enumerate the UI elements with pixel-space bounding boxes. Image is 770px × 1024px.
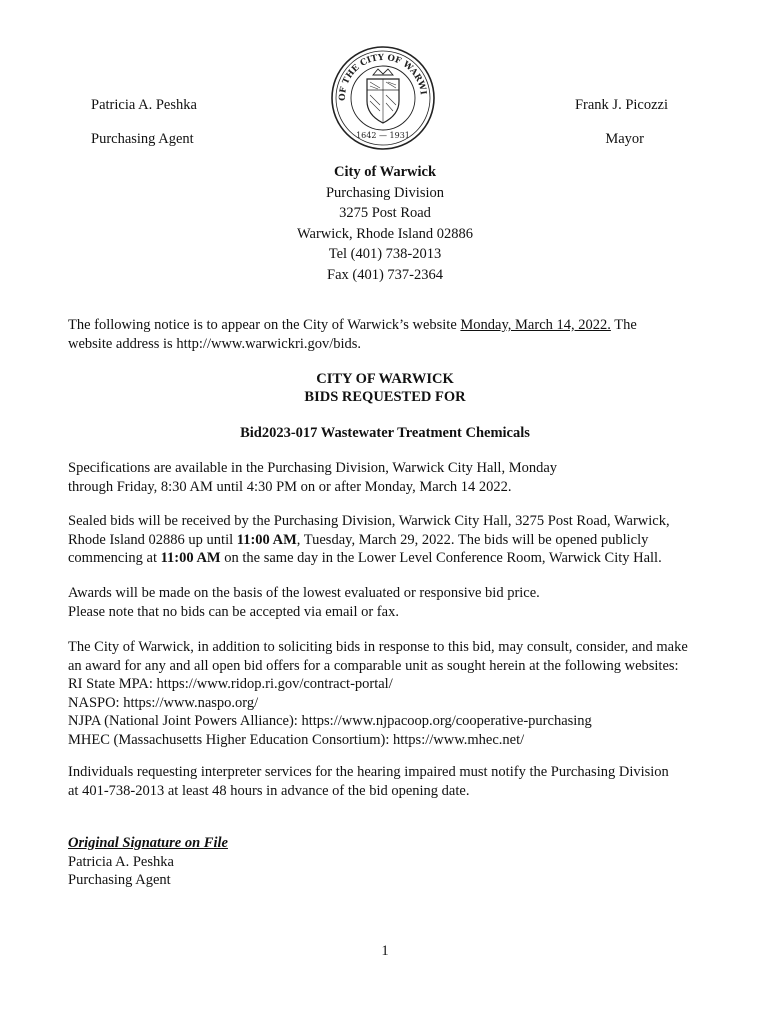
bid-title: Bid2023-017 Wastewater Treatment Chemicals — [240, 425, 530, 441]
svg-text:SEAL OF THE CITY OF WARWICK R.: OF THE CITY OF WARWI — [337, 52, 428, 101]
street-address: 3275 Post Road — [339, 205, 431, 221]
signer-title: Purchasing Agent — [68, 872, 171, 888]
link-naspo: NASPO: https://www.naspo.org/ — [68, 694, 259, 711]
mayor-title: Mayor — [605, 131, 644, 147]
intro-paragraph: The following notice is to appear on the City of Warwick’s website Monday, March 14, 2022. The website address is http://www.warwickri.gov/bids. — [68, 316, 728, 353]
address-block — [0, 162, 770, 285]
signer-name: Patricia A. Peshka — [68, 853, 174, 870]
mayor-name: Frank J. Picozzi — [574, 97, 668, 113]
awards-paragraph: Awards will be made on the basis of the lowest evaluated or responsive bid price. Please note that no bids can be accepted via email or fax. — [68, 585, 540, 620]
website-line: website address is http://www.warwickri.gov/bids. — [68, 335, 362, 352]
heading-city: CITY OF WARWICK — [316, 371, 454, 387]
city-state-zip: Warwick, Rhode Island 02886 — [296, 225, 474, 242]
signature-label: Original Signature on File — [68, 835, 228, 851]
city-seal — [330, 45, 436, 151]
org-name: City of Warwick — [333, 164, 437, 180]
notice-heading — [0, 370, 770, 406]
agent-title: Purchasing Agent — [91, 131, 194, 147]
sealed-bids-paragraph: Sealed bids will be received by the Purchasing Division, Warwick City Hall, 3275 Post Road, Warwick, Rhode Island 02886 up until 11:00 AM, Tuesday, March 29, 2022. The bids will be opened publicly commencing at 11:00 AM on the same day in the Lower Level Conference Room, Warwick City Hall. — [68, 513, 670, 566]
publish-date: Monday, March 14, 2022. — [460, 317, 611, 333]
division-name: Purchasing Division — [325, 184, 444, 201]
heading-bids: BIDS REQUESTED FOR — [304, 389, 466, 405]
link-njpa: NJPA (National Joint Powers Alliance): https://www.njpacoop.org/cooperative-purchasing — [68, 713, 592, 729]
svg-text:1642 — 1931: 1642 — 1931 — [356, 131, 410, 140]
interpreter-paragraph: Individuals requesting interpreter services for the hearing impaired must notify the Purchasing Division at 401-738-2013 at least 48 hours in advance of the bid opening date. — [68, 764, 669, 799]
link-ri-mpa: RI State MPA: https://www.ridop.ri.gov/contract-portal/ — [68, 676, 393, 692]
signature-block — [68, 834, 728, 890]
fax: Fax (401) 737-2364 — [327, 266, 443, 283]
link-mhec: MHEC (Massachusetts Higher Education Consortium): https://www.mhec.net/ — [68, 731, 525, 748]
telephone: Tel (401) 738-2013 — [328, 246, 442, 262]
specs-paragraph: Specifications are available in the Purchasing Division, Warwick City Hall, Monday through Friday, 8:30 AM until 4:30 PM on or after Monday, March 14 2022. — [68, 460, 558, 495]
agent-name: Patricia A. Peshka — [91, 97, 197, 113]
consult-paragraph: The City of Warwick, in addition to soliciting bids in response to this bid, may consult, consider, and make an award for any and all open bid offers for a comparable unit as sought herein at the following websites: RI State MPA: https://www.ridop.ri.gov/contract-portal/ NASPO: https://www.naspo.org/ NJPA (National Joint Powers Alliance): https://www.njpacoop.org/cooperative-purchasing MHEC (Massachusetts Higher Education Consortium): https://www.mhec.net/ — [68, 638, 728, 749]
page-number: 1 — [381, 943, 389, 959]
